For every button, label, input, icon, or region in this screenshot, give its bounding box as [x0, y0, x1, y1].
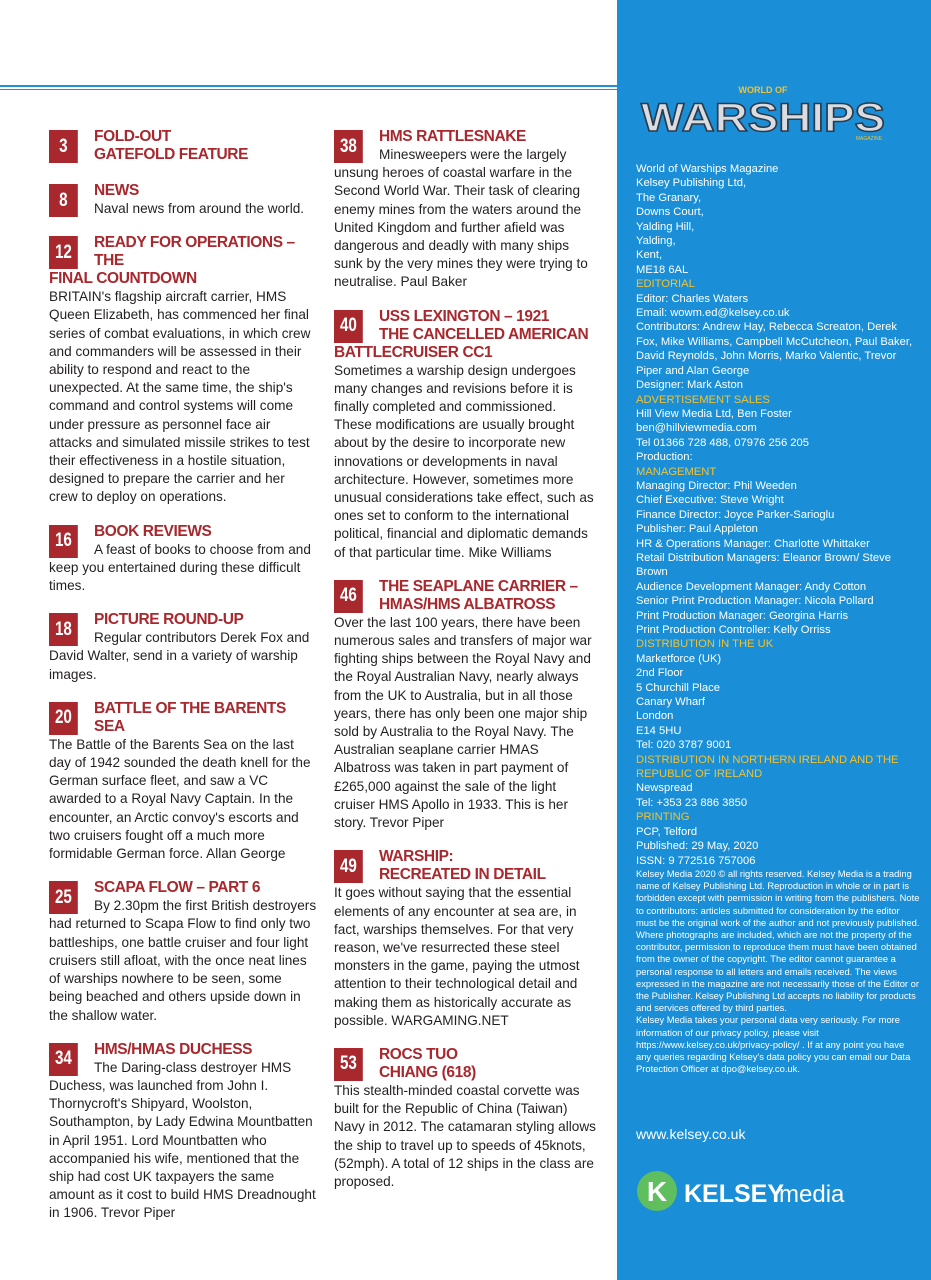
page-number-badge: 16 [49, 525, 78, 558]
info-line: Editor: Charles Waters [636, 292, 749, 305]
item-title: WARSHIP: [379, 848, 454, 866]
item-title: PICTURE ROUND-UP [94, 611, 244, 629]
contents-item [49, 611, 317, 684]
item-title: THE CANCELLED AMERICAN [379, 325, 589, 343]
info-line: The Granary, [636, 191, 702, 204]
info-line: Hill View Media Ltd, Ben Foster [636, 407, 792, 420]
contents-left-column [49, 128, 317, 1239]
item-title: FOLD-OUT [94, 128, 171, 145]
page-number-badge: 20 [49, 702, 78, 735]
contents-item [49, 879, 317, 1024]
info-line: London [636, 710, 674, 723]
contents-item [49, 128, 317, 164]
item-title: THE SEAPLANE CARRIER – [379, 577, 578, 595]
item-title: BOOK REVIEWS [94, 522, 212, 540]
info-line: HR & Operations Manager: Charlotte Whittaker [636, 537, 870, 550]
item-description: This stealth-minded coastal corvette was built for the Republic of China (Taiwan) Navy in 2012. The catamaran styling allows the ship to travel up to speeds of 45knots, (52mph). A total of 12 ships in the class are proposed. [334, 1082, 596, 1189]
info-line: Marketforce (UK) [636, 652, 722, 665]
kelsey-logo-letter: K [646, 1176, 668, 1207]
item-description: Naval news from around the world. [94, 201, 305, 216]
info-line: Yalding Hill, [636, 220, 695, 233]
info-line: 2nd Floor [636, 667, 684, 680]
section-heading: MANAGEMENT [636, 465, 717, 478]
info-line: World of Warships Magazine [636, 163, 779, 175]
item-description: Sometimes a warship design undergoes many changes and revisions before it is finally completed and commissioned. These modifications are usually brought about by the desire to incorporate new innovations or developments in naval architecture. However, sometimes more unusual considerations take effect, such as ones set to conform to the international political, financial and diplomatic demands of that particular time. Mike Williams [334, 362, 594, 560]
page-number-badge: 46 [334, 580, 363, 613]
info-line: Designer: Mark Aston [636, 379, 743, 392]
item-title: GATEFOLD FEATURE [94, 146, 249, 163]
item-title: ROCS TUO [379, 1045, 458, 1063]
info-line: Kent, [636, 249, 663, 262]
section-heading: DISTRIBUTION IN NORTHERN IRELAND AND THE REPUBLIC OF IRELAND [636, 753, 899, 781]
info-line: Email: wowm.ed@kelsey.co.uk [636, 307, 790, 320]
contents-item [334, 848, 597, 1030]
legal-notice: Kelsey Media 2020 © all rights reserved. Kelsey Media is a trading name of Kelsey Publishing Ltd. Reproduction in whole or in part is forbidden except with permission in writing from the publishers. Note to contributors: articles submitted for consideration by the editor must be the original work of the author and not previously published. Where photographs are included, which are not the property of the contributor, permission to reproduce them must have been obtained from the owner of the copyright. The editor cannot guarantee a personal response to all letters and emails received. The views expressed in the magazine are not necessarily those of the Editor or the Publisher. Kelsey Publishing Ltd accepts no liability for products and services offered by third parties. [636, 867, 920, 1014]
item-title: HMS/HMAS DUCHESS [94, 1040, 253, 1058]
top-rule [0, 85, 617, 87]
info-line: Audience Development Manager: Andy Cotton [636, 580, 867, 593]
section-heading: ADVERTISEMENT SALES [636, 393, 770, 406]
contents-item [334, 1046, 597, 1191]
info-line: Tel 01366 728 488, 07976 256 205 [636, 436, 809, 449]
info-line: Tel: +353 23 886 3850 [636, 796, 748, 809]
page-number-badge: 38 [334, 130, 363, 163]
contents-item [49, 1041, 317, 1223]
contents-item [334, 308, 597, 562]
info-line: Canary Wharf [636, 696, 706, 709]
item-title: HMAS/HMS ALBATROSS [379, 595, 556, 613]
item-description: The Battle of the Barents Sea on the last day of 1942 sounded the death knell for the German surface fleet, and saw a VC awarded to a Royal Navy Captain. In the encounter, an Arctic convoy's escorts and two cruisers fought off a much more formidable German force. Allan George [49, 736, 311, 862]
logo-top-text: WORLD OF [738, 85, 788, 95]
item-title: HMS RATTLESNAKE [379, 128, 526, 145]
info-line: Kelsey Publishing Ltd, [636, 177, 747, 190]
item-description: Regular contributors Derek Fox and David Walter, send in a variety of warship images. [49, 630, 310, 682]
item-description: The Daring-class destroyer HMS Duchess, was launched from John I. Thornycroft's Shipyard, Woolston, Southampton, by Lady Edwina Mountbatten in April 1951. Lord Mountbatten who accompanied his wife, mentioned that the ship had cost UK taxpayers the same amount as it cost to build HMS Dreadnought in 1906. Trevor Piper [49, 1059, 316, 1221]
kelsey-logo-word: KELSEY [684, 1180, 785, 1208]
info-line: Production: [636, 451, 693, 464]
item-title: NEWS [94, 182, 139, 199]
world-of-warships-logo [638, 84, 888, 142]
page-number-badge: 18 [49, 613, 78, 646]
info-line: Senior Print Production Manager: Nicola Pollard [636, 595, 874, 608]
section-heading: EDITORIAL [636, 278, 695, 291]
logo-main-text: WARSHIPS [641, 96, 885, 140]
page-number-badge: 25 [49, 881, 78, 914]
info-line: Managing Director: Phil Weeden [636, 479, 797, 492]
item-title: BATTLECRUISER CC1 [334, 343, 493, 361]
item-title: FINAL COUNTDOWN [49, 270, 197, 288]
contents-item [334, 128, 597, 292]
contents-item [49, 182, 317, 218]
page-number-badge: 53 [334, 1048, 363, 1081]
info-line: Published: 29 May, 2020 [636, 840, 759, 853]
section-heading: DISTRIBUTION IN THE UK [636, 638, 774, 651]
page-number-badge: 8 [49, 184, 78, 217]
info-line: Chief Executive: Steve Wright [636, 494, 784, 507]
item-description: Minesweepers were the largely unsung heroes of coastal warfare in the Second World War. Their task of clearing enemy mines from the waters around the United Kingdom and further afield was dangerous and deadly with many ships sunk by the very mines they were trying to neutralise. Paul Baker [334, 147, 588, 290]
contents-item [334, 578, 597, 832]
contents-item [49, 523, 317, 596]
section-heading: PRINTING [636, 811, 690, 824]
item-title: CHIANG (618) [379, 1063, 476, 1081]
top-rule-2 [0, 89, 617, 90]
kelsey-logo-media: media [779, 1181, 845, 1208]
info-line: Print Production Controller: Kelly Orriss [636, 624, 831, 636]
kelsey-media-logo [636, 1170, 856, 1212]
item-description: BRITAIN's flagship aircraft carrier, HMS Queen Elizabeth, has commenced her final series of combat evaluations, in which crew and commanders will be assessed in their ability to respond and react to the unexpected. At the same time, the ship's command and control systems will come under pressure as personnel face air attacks and simulated missile strikes to test their effectiveness in a hostile situation, designed to prepare the carrier and her crew to deploy on operations. [49, 289, 311, 505]
info-line: Retail Distribution Managers: Eleanor Brown/ Steve Brown [636, 551, 891, 579]
info-line: Downs Court, [636, 206, 704, 219]
item-description: A feast of books to choose from and keep you entertained during these difficult times. [49, 541, 311, 594]
info-line: Contributors: Andrew Hay, Rebecca Screaton, Derek Fox, Mike Williams, Campbell McCutcheon, Paul Baker, David Reynolds, John Morris, Marko Valentic, Trevor Piper and Alan George [636, 321, 913, 377]
info-line: Tel: 020 3787 9001 [636, 739, 732, 752]
info-line: ME18 6AL [636, 263, 689, 276]
item-title: USS LEXINGTON – 1921 [379, 307, 550, 325]
info-line: Publisher: Paul Appleton [636, 523, 758, 536]
website-url[interactable]: www.kelsey.co.uk [636, 1126, 746, 1142]
item-description: By 2.30pm the first British destroyers had returned to Scapa Flow to find only two battleships, one battle cruiser and four light cruisers still afloat, with the once neat lines of warships nowhere to be seen, some being beached and others upside down in the shallow water. [49, 898, 317, 1023]
page-number-badge: 40 [334, 310, 363, 343]
masthead-info [636, 162, 921, 1075]
info-line: ISSN: 9 772516 757006 [636, 854, 756, 867]
page-number-badge: 34 [49, 1043, 78, 1076]
page-number-badge: 49 [334, 850, 363, 883]
info-line: Print Production Manager: Georgina Harris [636, 609, 849, 622]
page-number-badge: 12 [49, 236, 78, 269]
item-title: READY FOR OPERATIONS – THE [94, 234, 295, 270]
logo-sub-text: MAGAZINE [855, 136, 882, 142]
info-line: Yalding, [636, 235, 676, 248]
item-description: It goes without saying that the essential elements of any encounter at sea are, in fact, warships themselves. For that very reason, we've resurrected these steel monsters in the game, paying the utmost attention to their technological detail and making them as historically accurate as possible. WARGAMING.NET [334, 885, 580, 1028]
info-line: 5 Churchill Place [636, 681, 720, 694]
item-title: RECREATED IN DETAIL [379, 866, 546, 884]
item-title: BATTLE OF THE BARENTS SEA [94, 699, 286, 735]
info-line: PCP, Telford [636, 825, 698, 838]
contents-right-column [334, 128, 597, 1207]
item-title: SCAPA FLOW – PART 6 [94, 879, 261, 897]
info-line: E14 5HU [636, 724, 682, 737]
info-line: ben@hillviewmedia.com [636, 422, 757, 435]
contents-item [49, 234, 317, 506]
item-description: Over the last 100 years, there have been numerous sales and transfers of major war fighting ships between the Royal Navy and the Royal Australian Navy, nearly always from the UK to Australia, but in all those years, there has only been one major ship sold by Australia to the Royal Navy. The Australian seaplane carrier HMAS Albatross was taken in part payment of £265,000 against the sale of the light cruiser HMS Apollo in 1933. This is her story. Trevor Piper [334, 614, 592, 831]
info-line: Finance Director: Joyce Parker-Sarioglu [636, 508, 835, 521]
info-line: Newspread [636, 782, 693, 795]
page-number-badge: 3 [49, 130, 78, 163]
contents-item [49, 700, 317, 863]
privacy-notice: Kelsey Media takes your personal data very seriously. For more information of our privacy policy, please visit https://www.kelsey.co.uk/privacy-policy/ . If at any point you have any queries regarding Kelsey's data policy you can email our Data Protection Officer at dpo@kelsey.co.uk. [636, 1014, 911, 1075]
